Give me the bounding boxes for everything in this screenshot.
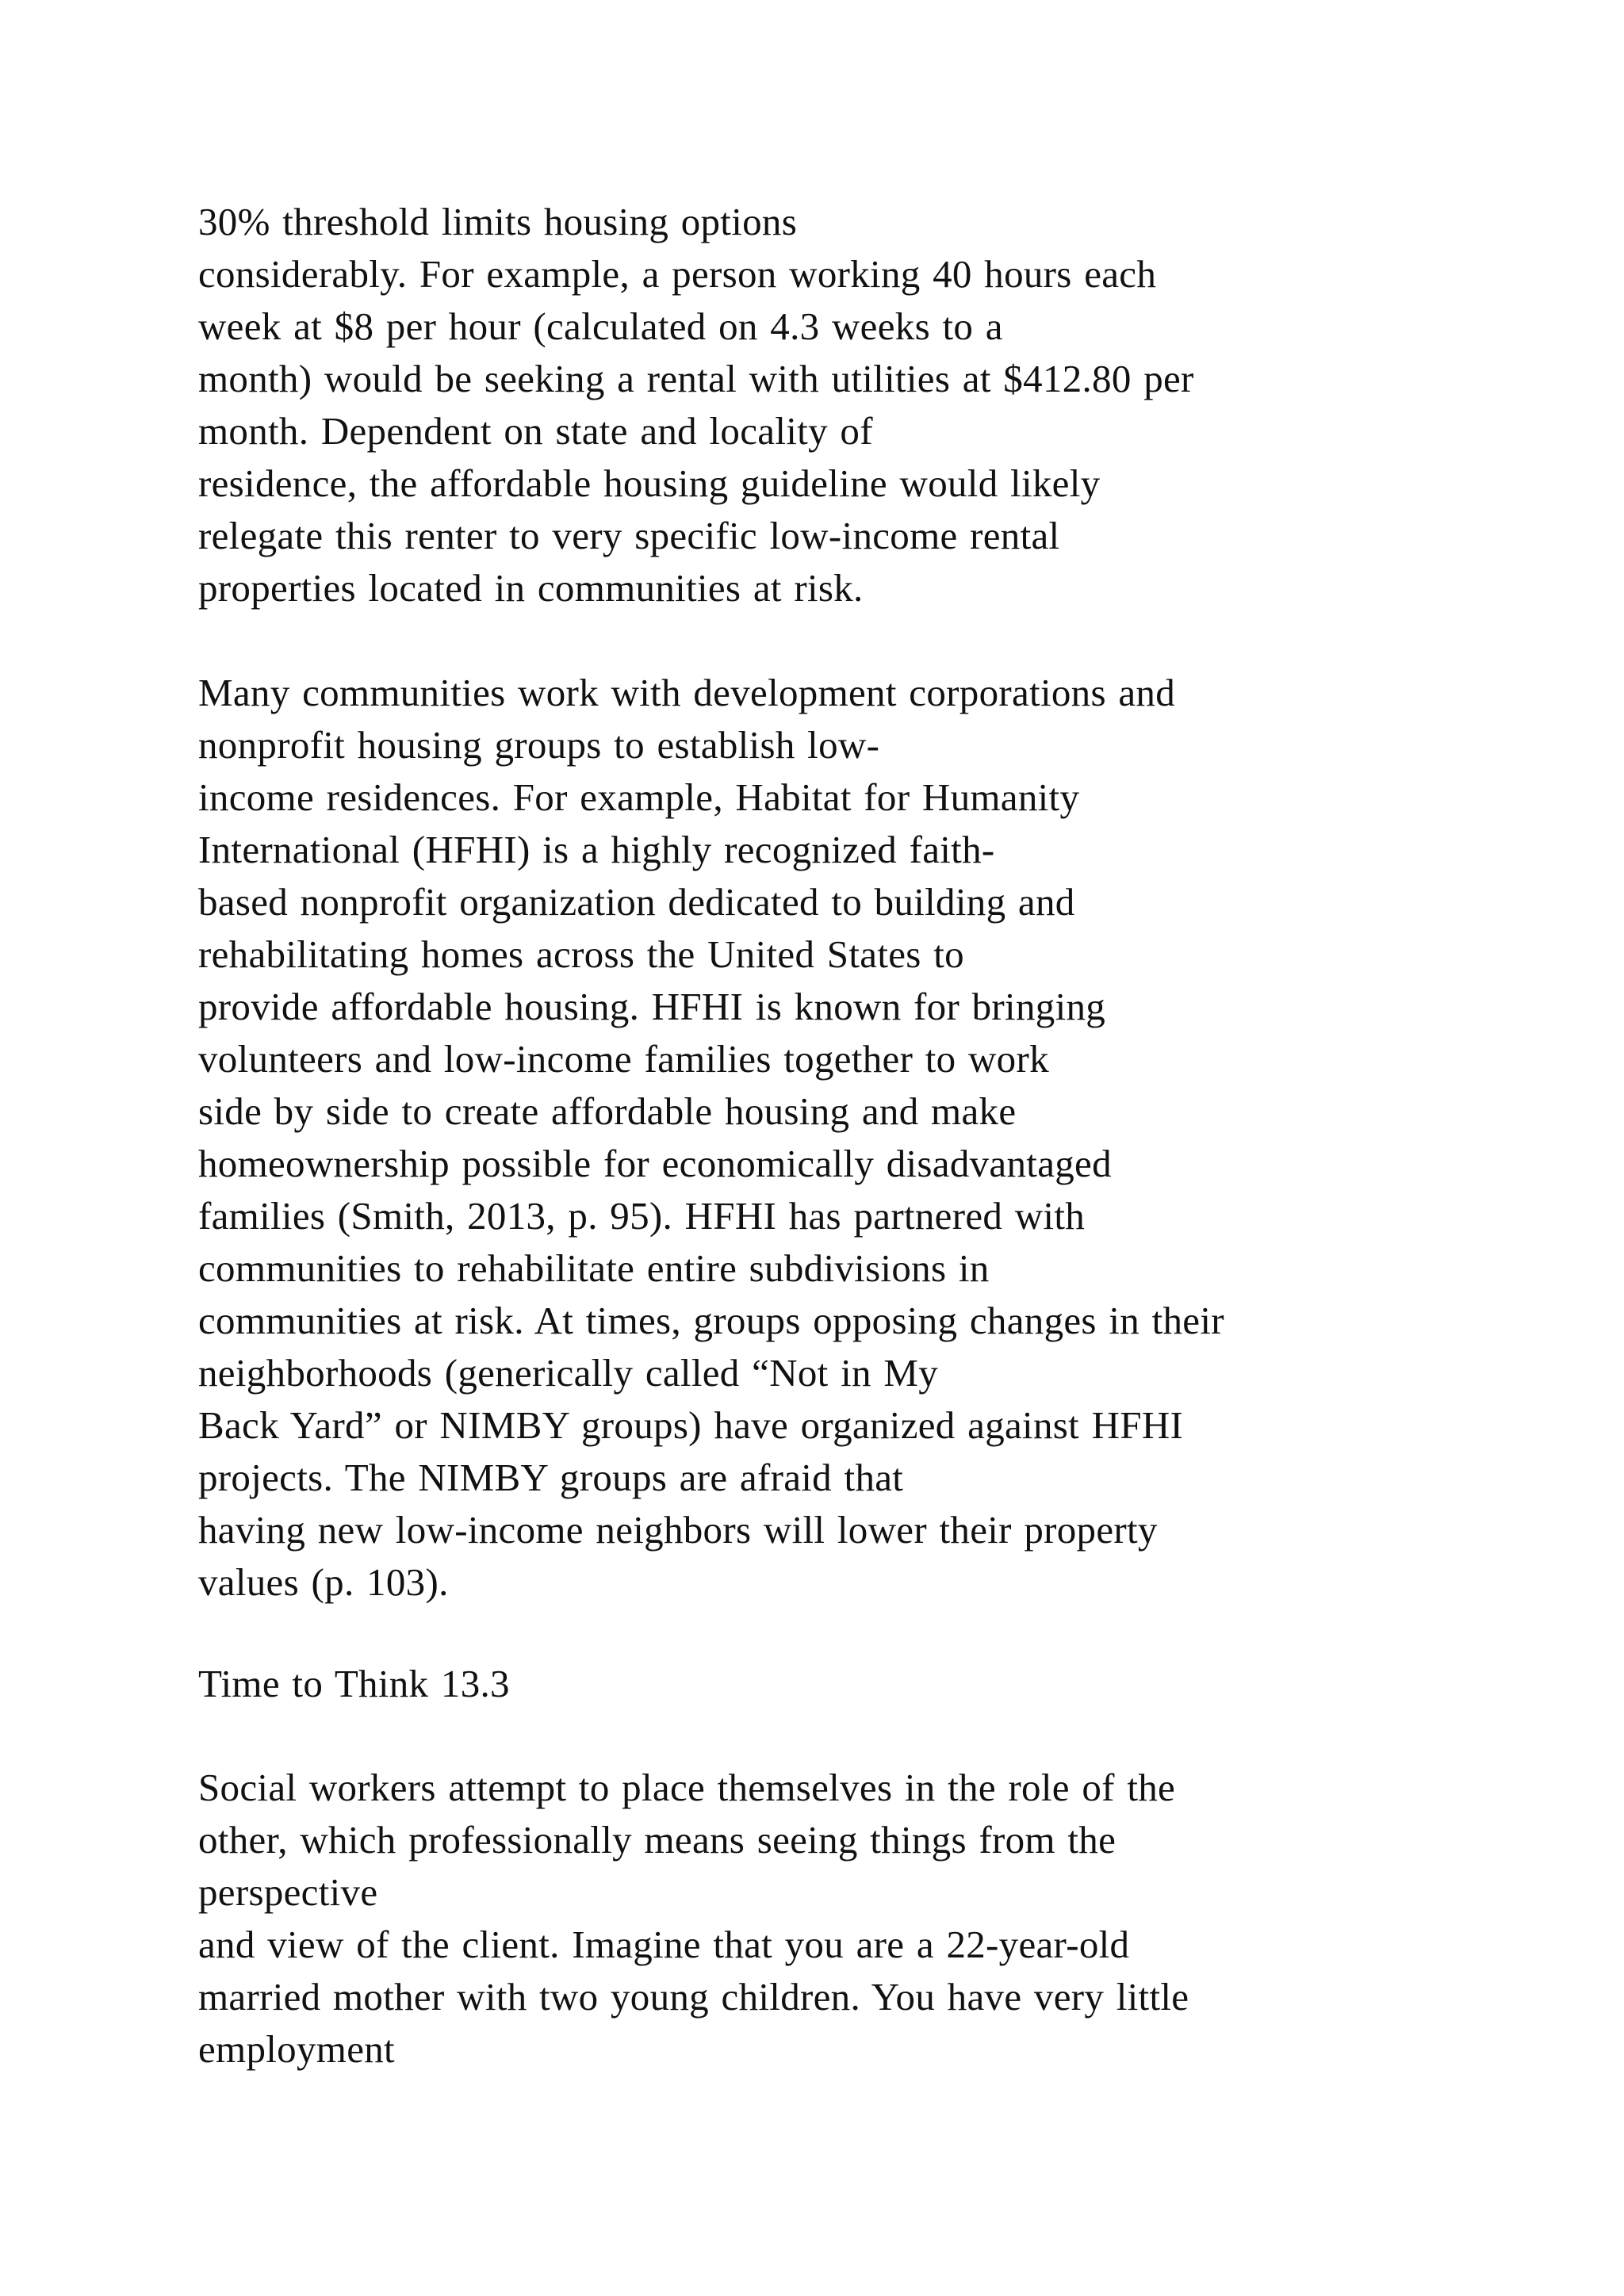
text-line: Many communities work with development corporations and [198, 671, 1176, 714]
text-line: nonprofit housing groups to establish low- [198, 723, 880, 767]
text-line: communities at risk. At times, groups opposing changes in their [198, 1299, 1224, 1342]
text-line: volunteers and low-income families together to work [198, 1037, 1049, 1081]
text-line: week at $8 per hour (calculated on 4.3 weeks to a [198, 304, 1003, 348]
heading-text: Time to Think 13.3 [198, 1662, 510, 1705]
text-line: relegate this renter to very specific low-income rental [198, 514, 1060, 557]
section-heading [198, 1658, 1530, 1710]
text-line: rehabilitating homes across the United States to [198, 932, 964, 976]
text-line: employment [198, 2027, 395, 2071]
text-line: other, which professionally means seeing things from the [198, 1818, 1116, 1862]
text-line: married mother with two young children. You have very little [198, 1975, 1189, 2019]
paragraph-hfhi [198, 667, 1530, 1609]
text-line: communities to rehabilitate entire subdivisions in [198, 1246, 990, 1290]
text-line: Social workers attempt to place themselves in the role of the [198, 1766, 1176, 1809]
text-line: perspective [198, 1870, 378, 1914]
text-line: having new low-income neighbors will lower their property [198, 1508, 1158, 1552]
text-line: month. Dependent on state and locality of [198, 409, 873, 453]
text-line: neighborhoods (generically called “Not in My [198, 1351, 939, 1395]
text-line: projects. The NIMBY groups are afraid that [198, 1456, 904, 1499]
text-line: values (p. 103). [198, 1560, 449, 1604]
paragraph-housing-threshold [198, 196, 1530, 614]
text-line: 30% threshold limits housing options [198, 200, 798, 243]
text-line: considerably. For example, a person working 40 hours each [198, 252, 1157, 296]
text-line: Back Yard” or NIMBY groups) have organized against HFHI [198, 1403, 1184, 1447]
text-line: families (Smith, 2013, p. 95). HFHI has partnered with [198, 1194, 1086, 1238]
text-line: month) would be seeking a rental with utilities at $412.80 per [198, 357, 1194, 400]
text-line: income residences. For example, Habitat for Humanity [198, 775, 1080, 819]
text-line: homeownership possible for economically disadvantaged [198, 1142, 1112, 1185]
text-line: provide affordable housing. HFHI is known for bringing [198, 985, 1106, 1028]
text-line: side by side to create affordable housing and make [198, 1089, 1017, 1133]
text-line: properties located in communities at risk. [198, 566, 864, 610]
paragraph-social-workers [198, 1762, 1530, 2076]
text-line: residence, the affordable housing guideline would likely [198, 461, 1101, 505]
text-line: International (HFHI) is a highly recognized faith- [198, 828, 995, 871]
text-line: based nonprofit organization dedicated to building and [198, 880, 1075, 924]
text-line: and view of the client. Imagine that you are a 22-year-old [198, 1923, 1130, 1966]
